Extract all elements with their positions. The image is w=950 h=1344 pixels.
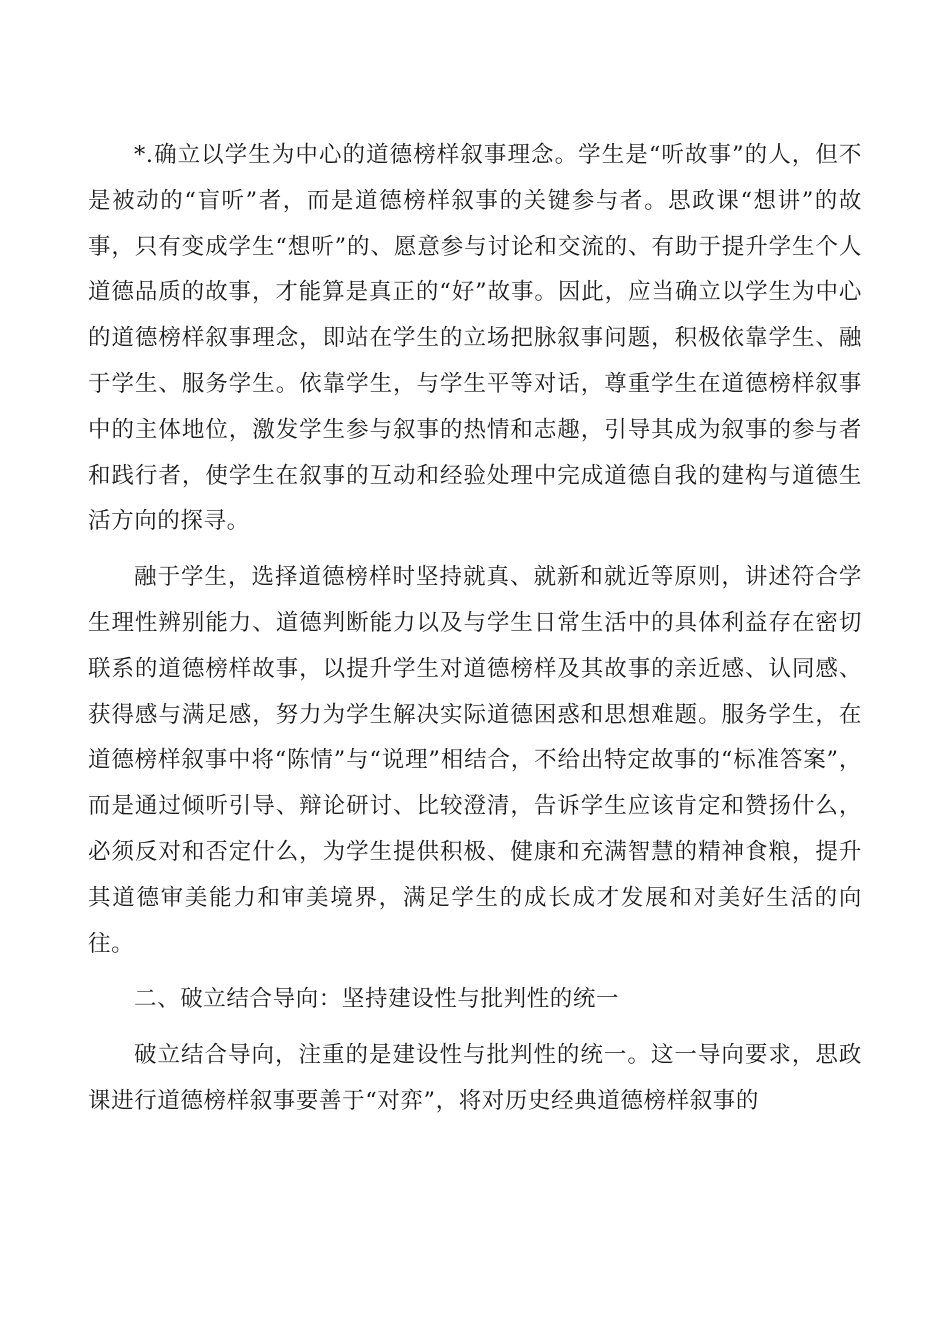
paragraph-2: 融于学生，选择道德榜样时坚持就真、就新和就近等原则，讲述符合学生理性辨别能力、道德判断能力以及与学生日常生活中的具体利益存在密切联系的道德榜样故事，以提升学生对道德榜样及其故事的亲近感、认同感、获得感与满足感，努力为学生解决实际道德困惑和思想难题。服务学生，在道德榜样叙事中将“陈情”与“说理”相结合，不给出特定故事的“标准答案”，而是通过倾听引导、辩论研讨、比较澄清，告诉学生应该肯定和赞扬什么，必须反对和否定什么，为学生提供积极、健康和充满智慧的精神食粮，提升其道德审美能力和审美境界，满足学生的成长成才发展和对美好生活的向往。 — [88, 564, 862, 957]
document-body — [88, 133, 862, 1125]
paragraph-3: 破立结合导向，注重的是建设性与批判性的统一。这一导向要求，思政课进行道德榜样叙事要善于“对弈”，将对历史经典道德榜样叙事的 — [88, 1042, 862, 1114]
paragraph-1: *.确立以学生为中心的道德榜样叙事理念。学生是“听故事”的人，但不是被动的“盲听”者，而是道德榜样叙事的关键参与者。思政课“想讲”的故事，只有变成学生“想听”的、愿意参与讨论和交流的、有助于提升学生个人道德品质的故事，才能算是真正的“好”故事。因此，应当确立以学生为中心的道德榜样叙事理念，即站在学生的立场把脉叙事问题，积极依靠学生、融于学生、服务学生。依靠学生，与学生平等对话，尊重学生在道德榜样叙事中的主体地位，激发学生参与叙事的热情和志趣，引导其成为叙事的参与者和践行者，使学生在叙事的互动和经验处理中完成道德自我的建构与道德生活方向的探寻。 — [88, 142, 862, 535]
section-heading: 二、破立结合导向：坚持建设性与批判性的统一 — [134, 986, 620, 1013]
